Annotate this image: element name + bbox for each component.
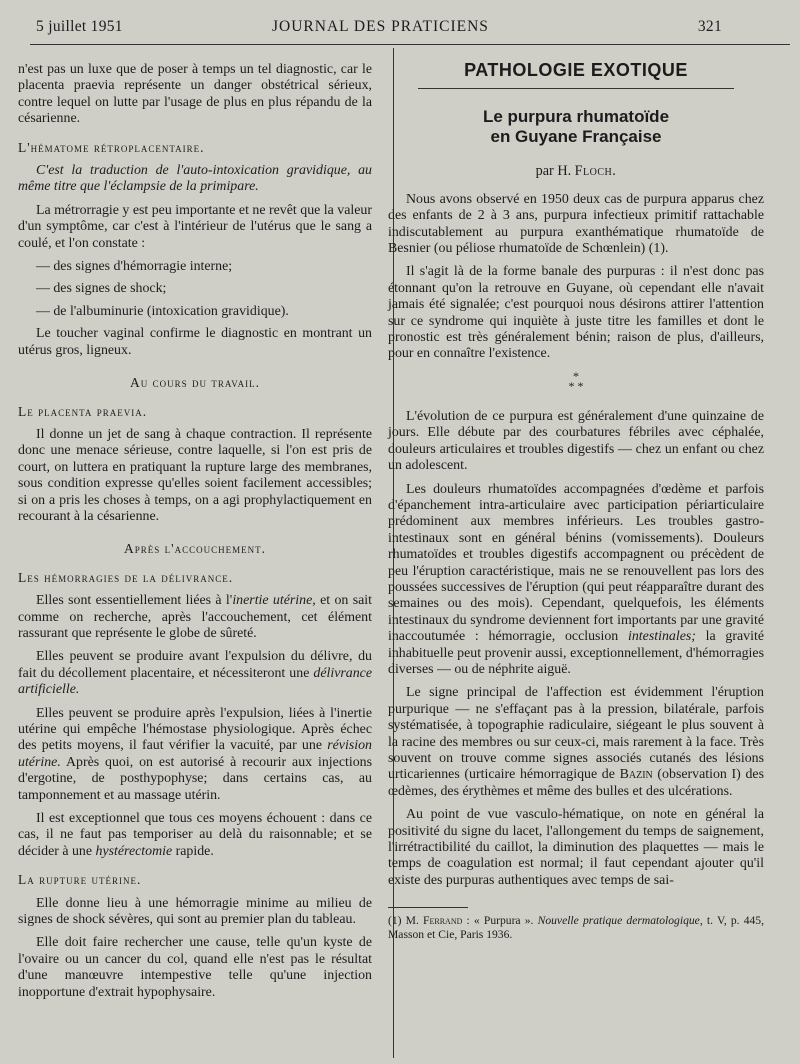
- article-title-line: en Guyane Française: [490, 127, 662, 147]
- paragraph: Elle donne lieu à une hémorragie minime au milieu de signes de shock sévères, qui sont au premier plan du tableau.: [18, 895, 372, 928]
- section-heading-travail: Au cours du travail.: [130, 375, 260, 391]
- article-title-line: Le purpura rhumatoïde: [482, 107, 670, 127]
- paragraph: L'évolution de ce purpura est généralement d'une quinzaine de jours. Elle débute par des courbatures fébriles avec céphalée, douleurs articulaires et troubles digestifs — chez un enfant ou chez un adolescent.: [388, 408, 764, 474]
- rubric-title: PATHOLOGIE EXOTIQUE: [464, 60, 688, 80]
- right-column: [388, 62, 764, 942]
- paragraph: C'est la traduction de l'auto-intoxication gravidique, au même titre que l'éclampsie de la primipare.: [18, 163, 372, 195]
- article-author: par H. Floch.: [535, 163, 617, 180]
- journal-title: JOURNAL DES PRATICIENS: [272, 18, 489, 35]
- article-title: [388, 107, 764, 147]
- paragraph: Il est exceptionnel que tous ces moyens échouent : dans ce cas, il ne faut pas temporiser au delà du raisonnable; et se décider à une hystérectomie rapide.: [18, 811, 372, 859]
- paragraph: Au point de vue vasculo-hématique, on note en général la positivité du signe du lacet, l'allongement du temps de saignement, l'irrétractibilité du caillot, la diminution des plaquettes — mais le temps de coagulation est normal; il faut cependant ajouter qu'il existe des purpuras authentiques avec temps de sai-: [388, 807, 764, 888]
- rubric-divider: [418, 88, 734, 89]
- paragraph: Le toucher vaginal confirme le diagnostic en montrant un utérus gros, ligneux.: [18, 326, 372, 358]
- paragraph: Nous avons observé en 1950 deux cas de purpura apparus chez des enfants de 2 à 3 ans, purpura infectieux primitif rattachable indiscutablement au purpura exanthématique rhumatoïde de Besnier (ou péliose rhumatoïde de Schœnlein) (1).: [388, 191, 764, 257]
- list-item: — des signes de shock;: [36, 281, 167, 297]
- paragraph: Elles peuvent se produire après l'expulsion, liées à l'inertie utérine qui empêche l'hémostase physiologique. Après échec des petits moyens, il faut vérifier la vacuité, par une révision utérine. Après quoi, on est autorisé à recourir aux injections d'ergotine, de posthypophyse; dans certains cas, au tamponnement et au massage utérin.: [18, 705, 372, 803]
- paragraph: n'est pas un luxe que de poser à temps un tel diagnostic, car le placenta praevia représente un danger obstétrical sérieux, contre lequel on lutte par l'usage de plus en plus répandu de la césarienne.: [18, 62, 372, 127]
- list-item: — de l'albuminurie (intoxication gravidique).: [36, 303, 289, 319]
- section-heading-hemorragies: Les hémorragies de la délivrance.: [18, 569, 234, 585]
- section-heading-hematome: L'hématome rétroplacentaire.: [18, 139, 205, 155]
- issue-date: 5 juillet 1951: [36, 18, 123, 35]
- paragraph: La métrorragie y est peu importante et ne revêt que la valeur d'un symptôme, car c'est à l'intérieur de l'utérus que le sang a coulé, et l'on constate :: [18, 202, 372, 251]
- paragraph: Elles peuvent se produire avant l'expulsion du délivre, du fait du décollement placentaire, et nécessiteront une délivrance artificielle.: [18, 649, 372, 698]
- header-divider: [30, 44, 790, 45]
- paragraph: Les douleurs rhumatoïdes accompagnées d'œdème et parfois d'épanchement intra-articulaire avec participation périarticulaire prédominent aux membres inférieurs. Les troubles gastro-intestinaux sont en général bénins (vomissements). Douleurs rhumatoïdes et troubles digestifs accompagnent ou précèdent de peu l'éruption caractéristique, mais ne se renouvellent pas lors des poussées successives de l'éruption (qui peut réapparaître durant des semaines ou des mois). Cependant, quelquefois, les éléments intestinaux du syndrome deviennent fort importants par une gravité inaccoutumée : hémorragie, occlusion intestinales; la gravité inhabituelle peut provenir aussi, exceptionnellement, d'hémorragies diverses — ou de néphrite aiguë.: [388, 481, 764, 677]
- paragraph: Il s'agit là de la forme banale des purpuras : il n'est donc pas étonnant qu'on la retrouve en Guyane, où cependant elle n'avait jamais été signalée; c'est pourquoi nous désirons attirer l'attention sur ce syndrome qui inquiète à juste titre les familles et dont le pronostic est très généralement bénin; raison de plus, d'ailleurs, pour en connaître l'existence.: [388, 264, 764, 362]
- paragraph: Elle doit faire rechercher une cause, telle qu'un kyste de l'ovaire ou un cancer du col, quand elle n'est pas le résultat d'une manœuvre intempestive telle qu'une injection inopportune d'extrait hypophysaire.: [18, 935, 372, 1000]
- section-heading-rupture: La rupture utérine.: [18, 872, 142, 888]
- page-number: 321: [697, 18, 722, 35]
- list-item: — des signes d'hémorragie interne;: [36, 259, 233, 275]
- left-column: [18, 62, 372, 1008]
- paragraph: Elles sont essentiellement liées à l'inertie utérine, et on sait comme on recherche, après l'accouchement, cet élément rassurant que représente le globe de sûreté.: [18, 593, 373, 641]
- footnote: (1) M. Ferrand : « Purpura ». Nouvelle pratique dermatologique, t. V, p. 445, Masson et Cie, Paris 1936.: [388, 914, 765, 942]
- section-heading-accouchement: Après l'accouchement.: [124, 541, 266, 557]
- asterism-separator: * * *: [568, 368, 584, 393]
- section-heading-placenta: Le placenta praevia.: [18, 403, 148, 419]
- page-header: [0, 14, 800, 40]
- paragraph: Il donne un jet de sang à chaque contraction. Il représente donc une menace sérieuse, contre laquelle, si l'on est pris de court, on luttera en pratiquant la rupture large des membranes, sous condition expresse qu'elles soient facilement accessibles; si on a pris les choses à temps, on a agi prophylactiquement en recourant à la césarienne.: [18, 426, 372, 524]
- paragraph: Le signe principal de l'affection est évidemment l'éruption purpurique — ne s'effaçant pas à la pression, bilatérale, parfois systématisée, à topographie radiculaire, siégeant le plus souvent à la racine des membres ou sur ceux-ci, mais rarement à la face. Très souvent on trouve comme signes associés cutanés des lésions urticariennes (urticaire hémorragique de Bazin (observation I) des œdèmes, des érythèmes et même des bulles et des ulcérations.: [388, 685, 764, 799]
- footnote-divider: [388, 907, 468, 908]
